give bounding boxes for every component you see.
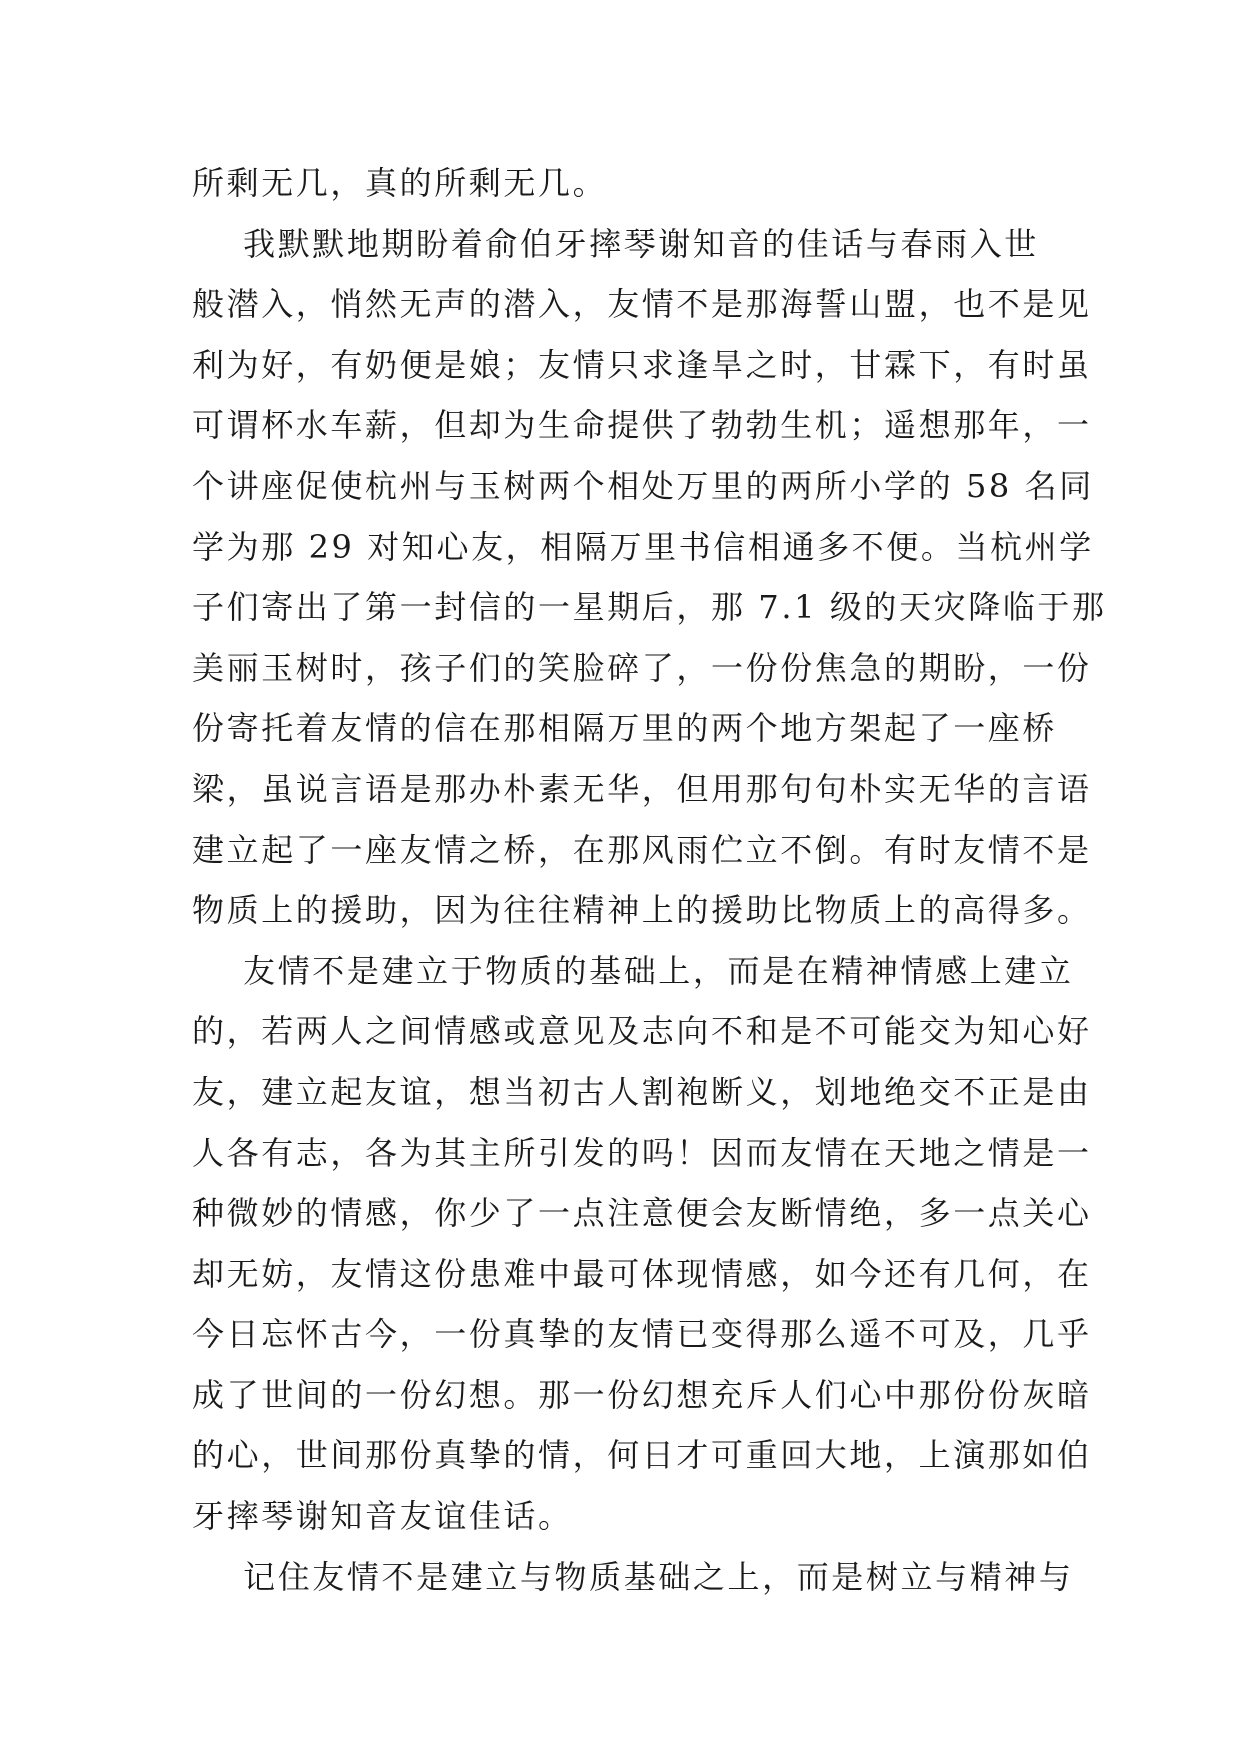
text-line: 种微妙的情感，你少了一点注意便会友断情绝，多一点关心	[192, 1194, 1092, 1233]
text-line: 梁，虽说言语是那办朴素无华，但用那句句朴实无华的言语	[192, 769, 1092, 808]
text-line: 牙摔琴谢知音友谊佳话。	[192, 1497, 573, 1536]
text-line: 却无妨，友情这份患难中最可体现情感，如今还有几何，在	[192, 1254, 1092, 1293]
text-line: 我默默地期盼着俞伯牙摔琴谢知音的佳话与春雨入世	[192, 224, 1039, 263]
text-line: 子们寄出了第一封信的一星期后，那 7.1 级的天灾降临于那	[192, 588, 1107, 627]
text-line: 可谓杯水车薪，但却为生命提供了勃勃生机；遥想那年，一	[192, 406, 1092, 445]
text-line: 人各有志，各为其主所引发的吗！因而友情在天地之情是一	[192, 1133, 1092, 1172]
text-line: 建立起了一座友情之桥，在那风雨伫立不倒。有时友情不是	[192, 830, 1092, 869]
text-line: 份寄托着友情的信在那相隔万里的两个地方架起了一座桥	[192, 709, 1058, 748]
text-line: 般潜入，悄然无声的潜入，友情不是那海誓山盟，也不是见	[192, 285, 1092, 324]
text-line: 物质上的援助，因为往往精神上的援助比物质上的高得多。	[192, 891, 1092, 930]
text-line: 成了世间的一份幻想。那一份幻想充斥人们心中那份份灰暗	[192, 1375, 1092, 1414]
text-line: 个讲座促使杭州与玉树两个相处万里的两所小学的 58 名同	[192, 466, 1094, 505]
text-line: 记住友情不是建立与物质基础之上，而是树立与精神与	[192, 1557, 1074, 1596]
text-line: 友情不是建立于物质的基础上，而是在精神情感上建立	[192, 951, 1074, 990]
text-line: 利为好，有奶便是娘；友情只求逢旱之时，甘霖下，有时虽	[192, 345, 1092, 384]
text-line: 的心，世间那份真挚的情，何日才可重回大地，上演那如伯	[192, 1436, 1092, 1475]
text-line: 今日忘怀古今，一份真挚的友情已变得那么遥不可及，几乎	[192, 1315, 1092, 1354]
text-line: 学为那 29 对知心友，相隔万里书信相通多不便。当杭州学	[192, 527, 1094, 566]
document-body	[192, 153, 1107, 1607]
text-line: 的，若两人之间情感或意见及志向不和是不可能交为知心好	[192, 1012, 1092, 1051]
text-line: 美丽玉树时，孩子们的笑脸碎了，一份份焦急的期盼，一份	[192, 648, 1092, 687]
text-line: 友，建立起友谊，想当初古人割袍断义，划地绝交不正是由	[192, 1072, 1092, 1111]
text-line: 所剩无几，真的所剩无几。	[192, 164, 608, 202]
